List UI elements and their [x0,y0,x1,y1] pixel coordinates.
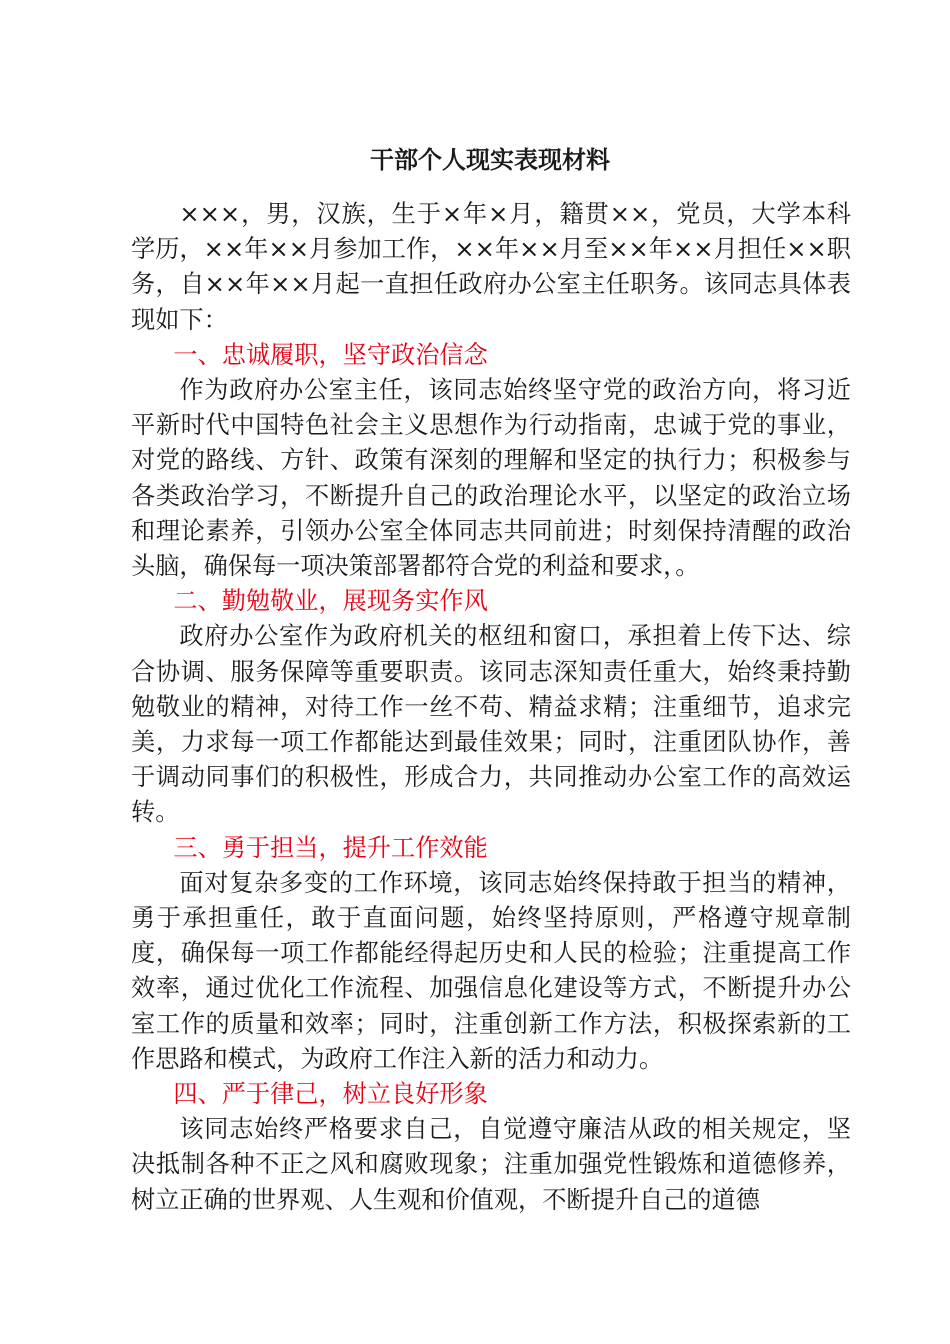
section-heading-3: 三、勇于担当，提升工作效能 [173,833,488,862]
document-body [131,197,851,1218]
section-body-2: 政府办公室作为政府机关的枢纽和窗口，承担着上传下达、综合协调、服务保障等重要职责。该同志深知责任重大，始终秉持勤勉敬业的精神，对待工作一丝不苟、精益求精；注重细节，追求完美，力求每一项工作都能达到最佳效果；同时，注重团队协作，善于调动同事们的积极性，形成合力，共同推动办公室工作的高效运转。 [131,622,851,827]
section-heading-4: 四、严于律己，树立良好形象 [173,1080,488,1109]
section-body-3: 面对复杂多变的工作环境，该同志始终保持敢于担当的精神，勇于承担重任，敢于直面问题，始终坚持原则，严格遵守规章制度，确保每一项工作都能经得起历史和人民的检验；注重提高工作效率，通过优化工作流程、加强信息化建设等方式，不断提升办公室工作的质量和效率；同时，注重创新工作方法，积极探索新的工作思路和模式，为政府工作注入新的活力和动力。 [131,868,851,1073]
intro-paragraph: ×××，男，汉族，生于×年×月，籍贯××，党员，大学本科学历，××年××月参加工作，××年××月至××年××月担任××职务，自××年××月起一直担任政府办公室主任职务。该同志具体表现如下： [131,200,851,334]
section-heading-1: 一、忠诚履职，坚守政治信念 [173,340,488,369]
document-title: 干部个人现实表现材料 [370,146,610,174]
section-body-1: 作为政府办公室主任，该同志始终坚守党的政治方向，将习近平新时代中国特色社会主义思想作为行动指南，忠诚于党的事业，对党的路线、方针、政策有深刻的理解和坚定的执行力；积极参与各类政治学习，不断提升自己的政治理论水平，以坚定的政治立场和理论素养，引领办公室全体同志共同前进；时刻保持清醒的政治头脑，确保每一项决策部署都符合党的利益和要求，。 [131,376,851,581]
section-body-4: 该同志始终严格要求自己，自觉遵守廉洁从政的相关规定，坚决抵制各种不正之风和腐败现象；注重加强党性锻炼和道德修养，树立正确的世界观、人生观和价值观，不断提升自己的道德 [131,1115,851,1214]
section-heading-2: 二、勤勉敬业，展现务实作风 [173,587,488,616]
